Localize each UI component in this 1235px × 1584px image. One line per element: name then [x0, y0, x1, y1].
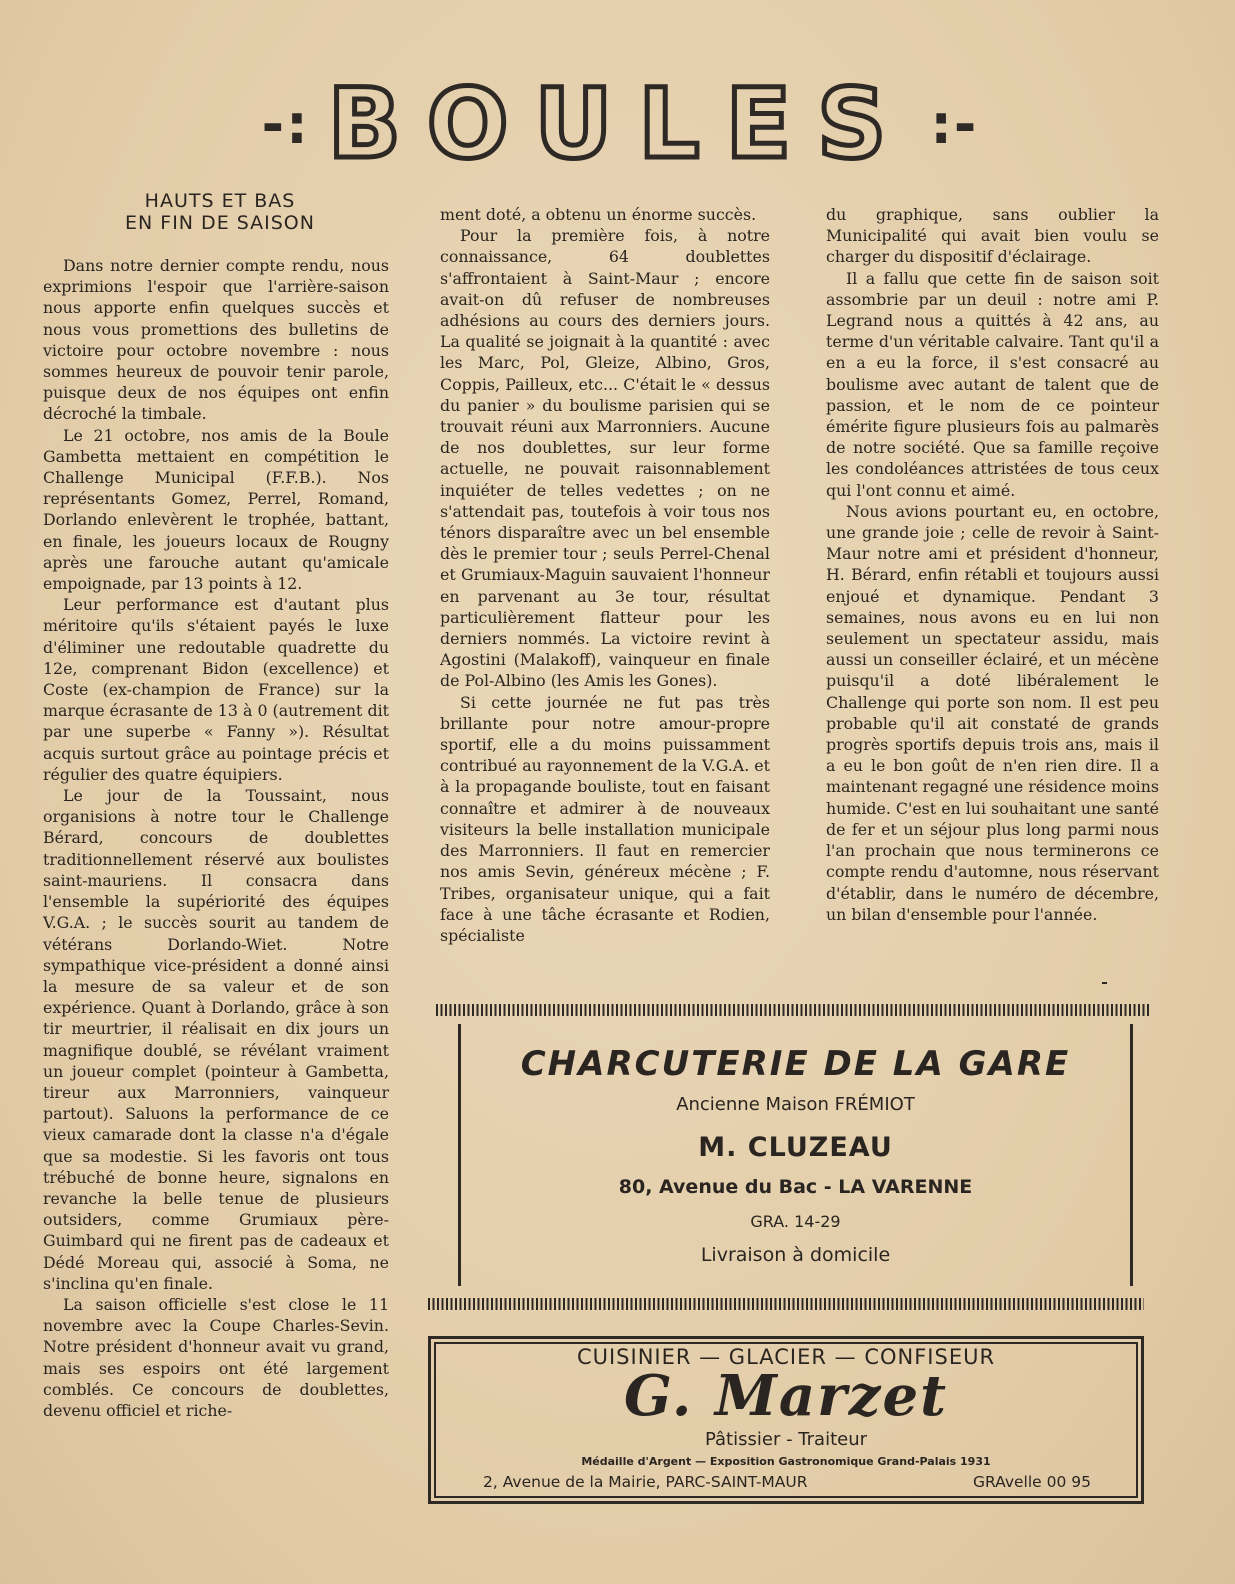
- masthead: [240, 68, 1000, 180]
- hatch-border-bottom: [428, 1298, 1144, 1310]
- ad-address: 80, Avenue du Bac - LA VARENNE: [618, 1176, 973, 1198]
- paragraph: Le 21 octobre, nos amis de la Boule Gambetta mettaient en compétition le Challenge Municipal (F.F.B.). Nos représentants Gomez, Perrel, Romand, Dorlando enlevèrent le trophée, battant, en finale, les joueurs locaux de Rougny après une farouche autant qu'amicale empoignade, par 13 points à 12.: [43, 425, 389, 594]
- paragraph: du graphique, sans oublier la Municipalité qui avait bien voulu se charger du dispositif d'éclairage.: [826, 205, 1159, 267]
- ad-marzet: [428, 1336, 1144, 1504]
- article-heading-line1: HAUTS ET BAS: [144, 190, 296, 212]
- ad-owner: M. CLUZEAU: [698, 1132, 893, 1163]
- masthead-right-ornament: :-: [930, 92, 979, 156]
- ad-charcuterie: [458, 1020, 1133, 1290]
- end-mark: [1102, 982, 1107, 984]
- ad-shop-name: CHARCUTERIE DE LA GARE: [520, 1044, 1071, 1084]
- hatch-border-top: [436, 1004, 1150, 1016]
- article-column-2: [440, 204, 770, 946]
- ad-address: 2, Avenue de la Mairie, PARC-SAINT-MAUR: [483, 1473, 808, 1491]
- ad-brand: G. Marzet: [624, 1363, 948, 1429]
- article-heading: [75, 190, 365, 234]
- paragraph: Si cette journée ne fut pas très brillante pour notre amour-propre sportif, elle a du moins puissamment contribué au rayonnement de la V.G.A. et à la propagande bouliste, tout en faisant connaître et admirer à de nouveaux visiteurs la belle installation municipale des Marronniers. Il faut en remercier nos amis Sevin, généreux mécène ; F. Tribes, organisateur unique, qui a fait face à une tâche écrasante et Rodien, spécialiste: [440, 692, 770, 945]
- paragraph: Nous avions pourtant eu, en octobre, une grande joie ; celle de revoir à Saint-Maur notre ami et président d'honneur, H. Bérard, enfin rétabli et toujours aussi enjoué et dynamique. Pendant 3 semaines, nous avons eu en lui non seulement un spectateur assidu, mais aussi un conseiller éclairé, et un mécène puisqu'il a doté libéralement le Challenge qui porte son nom. Il est peu probable qu'il ait constaté de grands progrès sportifs depuis trois ans, mais il a eu le bon goût de n'en rien dire. Il a maintenant regagné une résidence moins humide. C'est en lui souhaitant une santé de fer et un séjour plus long parmi nous l'an prochain que nous terminerons ce compte rendu d'automne, nous réservant d'établir, dans le numéro de décembre, un bilan d'ensemble pour l'année.: [826, 501, 1159, 924]
- paragraph: ment doté, a obtenu un énorme succès.: [440, 205, 757, 224]
- ad-former-house: Ancienne Maison FRÉMIOT: [676, 1094, 915, 1115]
- ad-phone: GRAvelle 00 95: [972, 1473, 1091, 1491]
- ad-phone: GRA. 14-29: [750, 1212, 841, 1231]
- paragraph: Pour la première fois, à notre connaissance, 64 doublettes s'affrontaient à Saint-Maur ; encore avait-on dû refuser de nombreuses adhésions au cours des derniers jours. La qualité se joignait à la quantité : avec les Marc, Pol, Gleize, Albino, Gros, Coppis, Pailleux, etc... C'était le « dessus du panier » du boulisme parisien qui se trouvait réuni aux Marronniers. Aucune de nos doublettes, sur leur forme actuelle, ne pouvait raisonnablement inquiéter de telles vedettes ; on ne s'attendait pas, toutefois à voir tous nos ténors disparaître avec un bel ensemble dès le premier tour ; seuls Perrel-Chenal et Grumiaux-Maguin sauvaient l'honneur en parvenant au 3e tour, résultat particulièrement flatteur pour les derniers nommés. La victoire revint à Agostini (Malakoff), vainqueur en finale de Pol-Albino (les Amis les Gones).: [440, 226, 770, 691]
- ad-trades: CUISINIER — GLACIER — CONFISEUR: [576, 1345, 996, 1369]
- masthead-title: BOULES: [327, 68, 913, 180]
- article-column-3: [826, 204, 1159, 925]
- ad-role: Pâtissier - Traiteur: [704, 1429, 868, 1450]
- paragraph: Leur performance est d'autant plus méritoire qu'ils s'étaient payés le luxe d'éliminer une redoutable quadrette du 12e, comprenant Bidon (excellence) et Coste (ex-champion de France) sur la marque écrasante de 13 à 0 (autrement dit par une superbe « Fanny »). Résultat acquis surtout grâce au pointage précis et régulier des quatre équipiers.: [43, 595, 389, 784]
- ad-medal: Médaille d'Argent — Exposition Gastronomique Grand-Palais 1931: [581, 1455, 991, 1468]
- article-heading-line2: EN FIN DE SAISON: [125, 212, 315, 234]
- article-column-1: [43, 255, 389, 1421]
- paragraph: Il a fallu que cette fin de saison soit assombrie par un deuil : notre ami P. Legrand nous a quittés à 42 ans, au terme d'un véritable calvaire. Tant qu'il a en a eu la force, il s'est consacré au boulisme avec autant de talent que de passion, et le nom de ce pointeur émérite figure plusieurs fois au palmarès de notre société. Que sa famille reçoive les condoléances attristées de tous ceux qui l'ont connu et aimé.: [826, 268, 1159, 500]
- ad-delivery: Livraison à domicile: [700, 1244, 891, 1266]
- paragraph: Le jour de la Toussaint, nous organisions à notre tour le Challenge Bérard, concours de doublettes traditionnellement réservé aux boulistes saint-mauriens. Il consacra dans l'ensemble la supériorité des équipes V.G.A. ; le succès sourit au tandem de vétérans Dorlando-Wiet. Notre sympathique vice-président a donné ainsi la mesure de sa valeur et de son expérience. Quant à Dorlando, grâce à son tir meurtrier, il réalisait en dix jours un magnifique doublé, se révélant vraiment un joueur complet (pointeur à Gambetta, tireur aux Marronniers, vainqueur partout). Saluons la performance de ce vieux camarade dont la classe n'a d'égale que sa modestie. Si les favoris ont tous trébuché de bonne heure, signalons en revanche la belle tenue de plusieurs outsiders, comme Grumiaux père-Guimbard qui ne firent pas de cadeaux et Dédé Moreau qui, associé à Soma, ne s'inclina qu'en finale.: [43, 786, 389, 1293]
- paragraph: Dans notre dernier compte rendu, nous exprimions l'espoir que l'arrière-saison nous apporte enfin quelques succès et nous vous promettions des bulletins de victoire pour octobre novembre : nous sommes heureux de pouvoir tenir parole, puisque deux de nos équipes ont enfin décroché la timbale.: [43, 256, 389, 424]
- masthead-left-ornament: -:: [261, 92, 310, 156]
- paragraph: La saison officielle s'est close le 11 novembre avec la Coupe Charles-Sevin. Notre président d'honneur avait vu grand, mais ses espoirs ont été largement comblés. Ce concours de doublettes, devenu officiel et riche-: [43, 1294, 389, 1420]
